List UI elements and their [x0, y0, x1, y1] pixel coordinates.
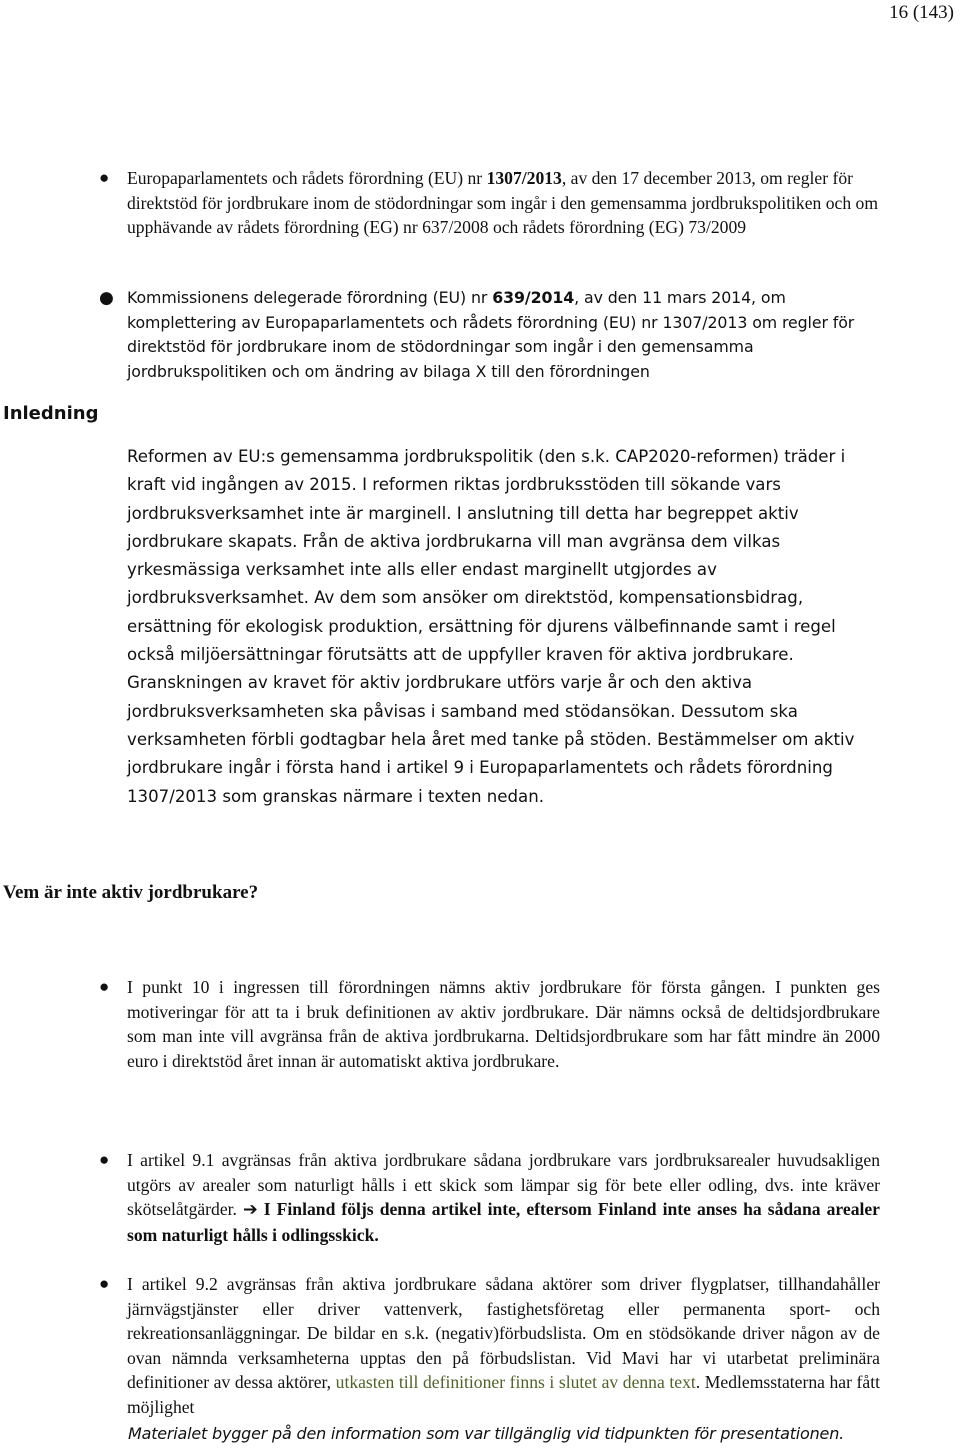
arrow-right-icon: ➔ — [242, 1200, 258, 1220]
bullet-icon: ● — [99, 288, 114, 308]
list-item-text: I punkt 10 i ingressen till förordningen nämns aktiv jordbrukare för första gången. I punkten ges motiveringar för att ta i bruk definitionen av aktiv jordbrukare. Där nämns också de deltidsjordbrukare som man inte vill avgränsa från de aktiva jordbrukarna. Deltidsjordbrukare som har fått mindre än 2000 euro i direktstöd året innan är automatiskt aktiva jordbrukare. — [127, 977, 880, 1071]
list-item-text: , av den 17 december 2013, om regler för direktstöd för jordbrukare inom de stödordningar som ingår i den gemensamma jordbrukspolitiken och om upphävande av rådets förordning (EG) nr 637/2008 och rådets förordning (EG) 73/2009 — [127, 168, 878, 237]
list-item-text: I artikel 9.2 avgränsas från aktiva jordbrukare sådana aktörer som driver flygplatser, tillhandahåller järnvägstjänster eller driver vattenverk, fastighetsföretag eller permanenta sport- och rekreationsanläggningar. De bildar en s.k. (negativ)förbudslista. Om en stödsökande driver någon av de ovan nämnda verksamheterna upptas den på förbudslistan. Vid Mavi har vi utarbetat preliminära definitioner av dessa aktörer, — [127, 1274, 880, 1392]
list-item — [99, 975, 880, 1073]
footer-note: Materialet bygger på den information som var tillgänglig vid tidpunkten för presentationen. — [128, 1424, 845, 1443]
bullet-icon: ● — [99, 1150, 110, 1169]
highlighted-text: utkasten till definitioner finns i slutet av denna text — [335, 1372, 696, 1392]
list-item-text: . Medlemsstaterna har fått möjlighet — [127, 1372, 881, 1417]
list-item — [99, 286, 880, 384]
regulation-number: 639/2014 — [492, 288, 575, 307]
list-item — [99, 1148, 880, 1247]
page-number: 16 (143) — [889, 2, 954, 23]
bullet-icon: ● — [99, 1274, 110, 1293]
list-item — [99, 1272, 881, 1419]
inledning-paragraph: Reformen av EU:s gemensamma jordbrukspolitik (den s.k. CAP2020-reformen) träder i kraft vid ingången av 2015. I reformen riktas jordbruksstöden till sökande vars jordbruksverksamhet inte är marginell. I anslutning till detta har begreppet aktiv jordbrukare skapats. Från de aktiva jordbrukarna vill man avgränsa dem vilkas yrkesmässiga verksamhet inte alls eller endast marginellt utgjordes av jordbruksverksamhet. Av dem som ansöker om direktstöd, kompensationsbidrag, ersättning för ekologisk produktion, ersättning för djurens välbefinnande samt i regel också miljöersättningar förutsätts att de uppfyller kraven för aktiva jordbrukare. Granskningen av kravet för aktiv jordbrukare utförs varje år och den aktiva jordbruksverksamheten ska påvisas i samband med stödansökan. Dessutom ska verksamheten förbli godtagbar hela året med tanke på stöden. Bestämmelser om aktiv jordbrukare ingår i första hand i artikel 9 i Europaparlamentets och rådets förordning 1307/2013 som granskas närmare i texten nedan. — [127, 447, 855, 806]
list-item-text: I artikel 9.1 avgränsas från aktiva jordbrukare sådana jordbrukare vars jordbruksarealer huvudsakligen utgörs av arealer som naturligt hålls i ett skick som lämpar sig för bete eller odling, dvs. inte kräver skötselåtgärder. — [127, 1150, 880, 1219]
list-item — [99, 166, 880, 240]
list-item-text: , av den 11 mars 2014, om komplettering av Europaparlamentets och rådets förordning (EU) nr 1307/2013 om regler för direktstöd för jordbrukare inom de stödordningar som ingår i den gemensamma jordbrukspolitiken och om ändring av bilaga X till den förordningen — [127, 288, 855, 381]
regulation-number: 1307/2013 — [486, 168, 562, 188]
list-item-text: Europaparlamentets och rådets förordning (EU) nr — [127, 168, 487, 188]
bullet-icon: ● — [99, 168, 110, 187]
section-heading-inledning: Inledning — [3, 403, 99, 424]
bullet-icon: ● — [99, 977, 110, 996]
list-item-text: Kommissionens delegerade förordning (EU) nr — [127, 288, 493, 307]
emphasis-text: I Finland följs denna artikel inte, eftersom Finland inte anses ha sådana arealer som naturligt hålls i odlingsskick. — [127, 1199, 880, 1245]
section-heading-vem: Vem är inte aktiv jordbrukare? — [3, 882, 259, 903]
